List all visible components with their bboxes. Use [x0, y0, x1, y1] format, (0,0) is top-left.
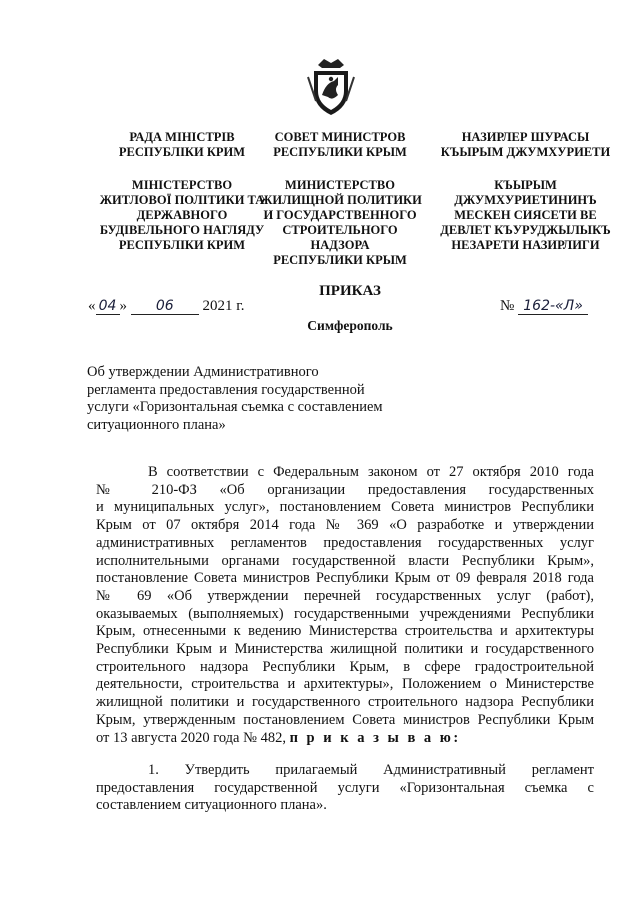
- header-line: МИНИСТЕРСТВО: [285, 178, 395, 192]
- subject-line: регламента предоставления государственной: [87, 381, 365, 398]
- paragraph-line: Крым от 07 октября 2014 года № 369 «О разработке и утверждении: [96, 517, 594, 534]
- subject-line: ситуационного плана»: [87, 416, 226, 433]
- paragraph-text: от 13 августа 2020 года № 482,: [96, 729, 286, 746]
- header-line: НЕЗАРЕТИ НАЗИРЛИГИ: [451, 238, 600, 252]
- document-city: Симферополь: [307, 318, 393, 333]
- document-title: ПРИКАЗ: [319, 283, 381, 299]
- header-line: РЕСПУБЛИКИ КРЫМ: [273, 253, 407, 267]
- ru-council-name: [260, 130, 420, 160]
- date-quote: «: [88, 298, 96, 314]
- header-line: ЖИТЛОВОЇ ПОЛІТИКИ ТА: [99, 193, 265, 207]
- paragraph-line: жилищной политики и государственного строительного надзора Республики: [96, 694, 594, 711]
- date-day: 04: [96, 298, 120, 315]
- paragraph-line: строительного надзора Республики Крым, в сфере градостроительной: [96, 658, 594, 675]
- header-line: РЕСПУБЛІКИ КРИМ: [118, 145, 246, 159]
- header-line: МЕСКЕН СИЯСЕТИ ВЕ: [454, 208, 597, 222]
- ua-ministry-name: [82, 178, 282, 253]
- paragraph-line: [96, 730, 594, 748]
- header-line: НАДЗОРА: [310, 238, 370, 252]
- paragraph-line: составлением ситуационного плана».: [96, 797, 327, 814]
- paragraph-line: административных регламентов предоставления государственных услуг: [96, 534, 594, 551]
- paragraph-line: Крым, отнесенными к ведению Министерства строительства и архитектуры: [96, 623, 594, 640]
- date-month: 06: [131, 298, 199, 315]
- number-sign: №: [500, 298, 515, 314]
- paragraph-line: постановление Совета министров Республики Крым от 09 февраля 2018 года: [96, 570, 594, 587]
- header-line: ДЖУМХУРИЕТИНИНЪ: [454, 193, 597, 207]
- header-line: РАДА МІНІСТРІВ: [129, 130, 235, 144]
- order-date: [88, 298, 244, 315]
- header-line: КЪЫРЫМ ДЖУМХУРИЕТИ: [440, 145, 611, 159]
- order-number: [500, 298, 588, 315]
- ua-council-name: [82, 130, 282, 160]
- paragraph-line: № 210-ФЗ «Об организации предоставления государственных: [96, 481, 594, 498]
- paragraph-line: В соответствии с Федеральным законом от 27 октября 2010 года: [148, 464, 594, 480]
- subject-line: Об утверждении Административного: [87, 364, 319, 380]
- paragraph-line: предоставления государственной услуги «Горизонтальная съемка с: [96, 779, 594, 796]
- coat-of-arms-emblem: [304, 55, 358, 117]
- header-line: МІНІСТЕРСТВО: [131, 178, 233, 192]
- paragraph-line: оказываемых (выполняемых) государственными учреждениями Республики: [96, 605, 594, 622]
- subject-line: услуги «Горизонтальная съемка с составлением: [87, 399, 383, 415]
- header-line: РЕСПУБЛИКИ КРЫМ: [273, 145, 407, 159]
- header-line: ДЕРЖАВНОГО: [136, 208, 228, 222]
- paragraph-line: Крым, утвержденным постановлением Совета министров Республики Крым: [96, 711, 594, 728]
- date-quote: »: [119, 298, 127, 314]
- header-line: КЪЫРЫМ: [494, 178, 557, 192]
- header-line: И ГОСУДАРСТВЕННОГО: [263, 208, 417, 222]
- header-line: БУДІВЕЛЬНОГО НАГЛЯДУ: [99, 223, 265, 237]
- paragraph-line: исполнительными органами государственной власти Республики Крым»,: [96, 552, 594, 569]
- paragraph-line: и муниципальных услуг», постановлением Совета министров Республики: [96, 499, 594, 516]
- paragraph-line: деятельности, строительства и архитектуры», Положением о Министерстве: [96, 676, 594, 693]
- crh-council-name: [438, 130, 613, 160]
- order-number-value: 162-«Л»: [518, 298, 588, 315]
- order-word: п р и к а з ы в а ю:: [289, 729, 461, 746]
- date-year: 2021 г.: [202, 298, 245, 314]
- header-line: РЕСПУБЛІКИ КРИМ: [118, 238, 246, 252]
- paragraph-line: Республики Крым и Министерства жилищной политики и государственного: [96, 641, 594, 658]
- paragraph-line: 1. Утвердить прилагаемый Административный регламент: [148, 762, 594, 778]
- header-line: НАЗИРЛЕР ШУРАСЫ: [461, 130, 590, 144]
- header-line: ДЕВЛЕТ КЪУРУДЖЫЛЫКЪ: [440, 223, 611, 237]
- header-line: СТРОИТЕЛЬНОГО: [282, 223, 398, 237]
- crh-ministry-name: [438, 178, 613, 253]
- order-item-1: [96, 762, 594, 815]
- ru-ministry-name: [260, 178, 420, 268]
- order-subject: [87, 364, 427, 434]
- header-line: ЖИЛИЩНОЙ ПОЛИТИКИ: [260, 193, 422, 207]
- paragraph-line: № 69 «Об утверждении перечней государственных услуг (работ),: [96, 587, 594, 604]
- header-line: СОВЕТ МИНИСТРОВ: [274, 130, 406, 144]
- preamble-paragraph: [96, 464, 594, 747]
